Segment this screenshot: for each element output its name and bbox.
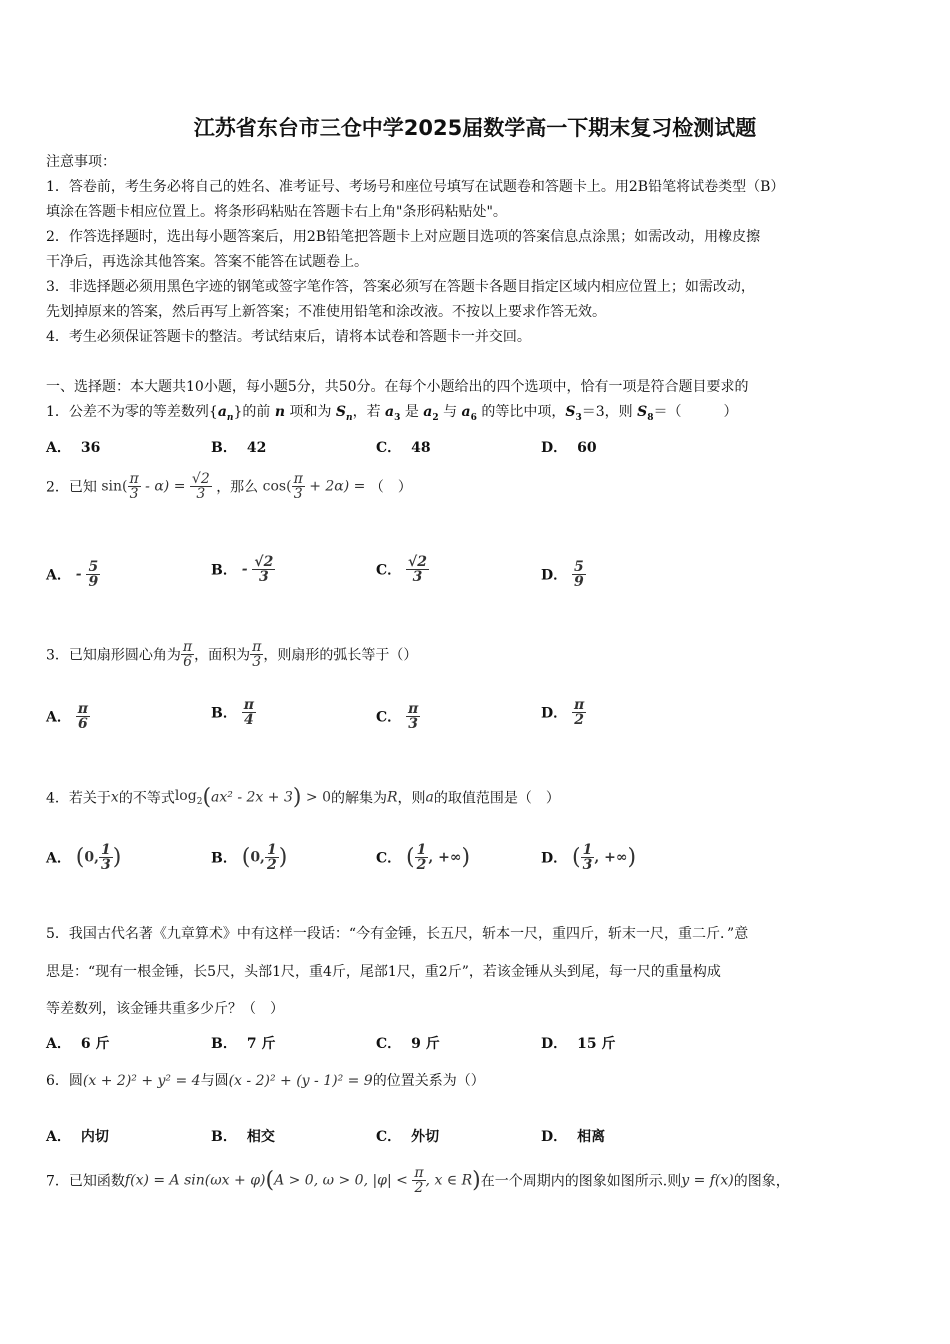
q3-option-c[interactable]: C． $\frac{\pi}{3}$ xyxy=(376,701,419,732)
q6-option-c[interactable]: C． 外切 xyxy=(376,1129,440,1145)
question-1: 1．公差不为零的等差数列$\{a_n\}$的前 n 项和为 $S_n$，若 $a_3$ 是 $a_2$ 与 $a_6$ 的等比中项，$S_3=3$，则 $S_8=$（ ） xyxy=(46,404,738,423)
notes-line: 先划掉原来的答案，然后再写上新答案；不准使用铅笔和涂改液。不按以上要求作答无效。 xyxy=(46,304,606,320)
notes-line: 3．非选择题必须用黑色字迹的钢笔或签字笔作答，答案必须写在答题卡各题目指定区域内相应位置上；如需改动， xyxy=(46,279,755,295)
q4-option-b[interactable]: B． (0, $\frac{1}{2}$ ) xyxy=(211,842,288,873)
q3-option-d[interactable]: D． $\frac{\pi}{2}$ xyxy=(541,697,585,728)
notes-line: 干净后，再选涂其他答案。答案不能答在试题卷上。 xyxy=(46,254,368,270)
q5-option-d[interactable]: D． 15 斤 xyxy=(541,1036,616,1052)
page-title: 江苏省东台市三仓中学2025届数学高一下期末复习检测试题 xyxy=(193,116,757,140)
q1-option-a[interactable]: A． 36 xyxy=(46,440,101,456)
section-heading: 一、选择题：本大题共10小题，每小题5分，共50分。在每个小题给出的四个选项中，恰有一项是符合题目要求的 xyxy=(46,379,749,395)
question-3: 3．已知扇形圆心角为 $\frac{\pi}{6}$ ，面积为 $\frac{\pi}{3}$ ，则扇形的弧长等于（） xyxy=(46,639,418,670)
question-5-line-3: 等差数列，该金锤共重多少斤？（ ） xyxy=(46,1001,284,1017)
q4-option-d[interactable]: D． ( $\frac{1}{3}$ , +∞) xyxy=(541,842,637,873)
question-5-line-1: 5．我国古代名著《九章算术》中有这样一段话：“今有金锤，长五尺，斩本一尺，重四斤，斩末一尺，重二斤．”意 xyxy=(46,926,749,942)
q1-option-c[interactable]: C． 48 xyxy=(376,440,431,456)
question-6: 6．圆(x + 2)² + y² = 4与圆(x - 2)² + (y - 1)² = 9的位置关系为（） xyxy=(46,1073,485,1089)
q3-option-a[interactable]: A． $\frac{\pi}{6}$ xyxy=(46,701,88,732)
q6-option-b[interactable]: B． 相交 xyxy=(211,1129,275,1145)
q6-option-d[interactable]: D． 相离 xyxy=(541,1129,606,1145)
q4-option-a[interactable]: A． (0, $\frac{1}{3}$ ) xyxy=(46,842,122,873)
q2-option-a[interactable]: A． - $\frac{5}{9}$ xyxy=(46,559,99,590)
q5-option-a[interactable]: A． 6 斤 xyxy=(46,1036,110,1052)
question-5-line-2: 思是：“现有一根金锤，长5尺，头部1尺，重4斤，尾部1尺，重2斤”，若该金锤从头到尾，每一尺的重量构成 xyxy=(46,964,721,980)
q5-option-b[interactable]: B． 7 斤 xyxy=(211,1036,276,1052)
q3-option-b[interactable]: B． $\frac{\pi}{4}$ xyxy=(211,697,254,728)
q1-option-d[interactable]: D． 60 xyxy=(541,440,597,456)
q4-option-c[interactable]: C． ( $\frac{1}{2}$ , +∞) xyxy=(376,842,471,873)
q2-option-c[interactable]: C． $\frac{√2}{3}$ xyxy=(376,554,427,585)
notes-line: 1．答卷前，考生务必将自己的姓名、准考证号、考场号和座位号填写在试题卷和答题卡上。用2B铅笔将试卷类型（B） xyxy=(46,179,785,195)
question-4: 4．若关于x的不等式$\log_2(ax^2 - 2x + 3) > 0$的解集为R，则a的取值范围是（ ） xyxy=(46,785,560,810)
q1-option-b[interactable]: B． 42 xyxy=(211,440,267,456)
notes-line: 4．考生必须保证答题卡的整洁。考试结束后，请将本试卷和答题卡一并交回。 xyxy=(46,329,531,345)
q2-option-d[interactable]: D． $\frac{5}{9}$ xyxy=(541,559,584,590)
question-7: 7．已知函数f(x) = A sin(ωx + φ)(A > 0, ω > 0, |φ| < $\frac{\pi}{2}$ , x ∈ R)在一个周期内的图象如图所示.则y = f(x)的图象， xyxy=(46,1165,790,1196)
notes-line: 填涂在答题卡相应位置上。将条形码粘贴在答题卡右上角"条形码粘贴处"。 xyxy=(46,204,507,220)
notes-heading: 注意事项： xyxy=(46,154,116,170)
q2-option-b[interactable]: B． - $\frac{√2}{3}$ xyxy=(211,554,274,585)
question-2: 2．已知 sin( $\frac{\pi}{3}$ - α) = $\frac{√2}{3}$ ，那么 cos( $\frac{\pi}{3}$ + 2α) = （ ） xyxy=(46,471,412,502)
exam-notes xyxy=(46,150,906,350)
q5-option-c[interactable]: C． 9 斤 xyxy=(376,1036,440,1052)
notes-line: 2．作答选择题时，选出每小题答案后，用2B铅笔把答题卡上对应题目选项的答案信息点涂黑；如需改动，用橡皮擦 xyxy=(46,229,761,245)
q6-option-a[interactable]: A． 内切 xyxy=(46,1129,109,1145)
